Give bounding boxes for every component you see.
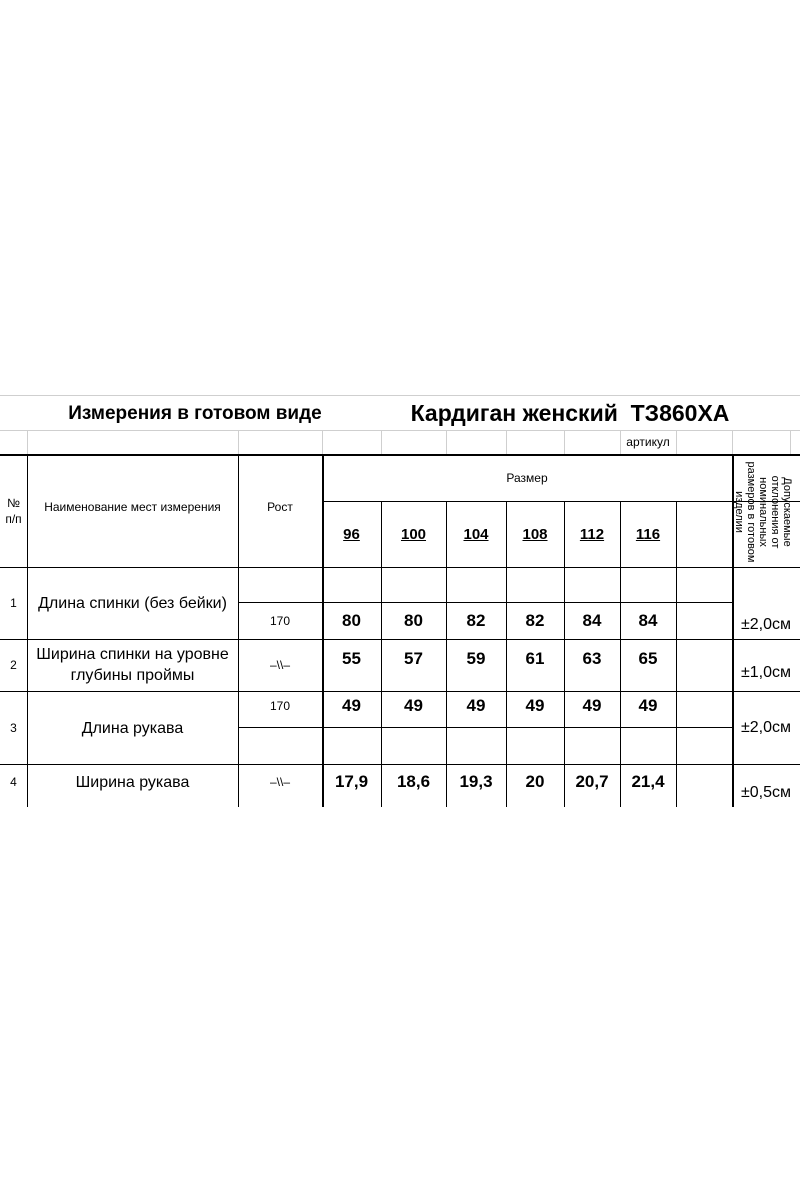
size-header: 96 bbox=[343, 525, 360, 543]
size-header: 100 bbox=[400, 525, 427, 543]
size-header: 108 bbox=[522, 525, 548, 543]
grid-line bbox=[732, 567, 800, 568]
grid-line bbox=[238, 727, 732, 728]
value-cell: 57 bbox=[404, 649, 423, 668]
value-cell: 61 bbox=[525, 649, 545, 668]
value-cell: 49 bbox=[404, 696, 423, 715]
value-cell: 21,4 bbox=[631, 772, 665, 791]
grid-line bbox=[732, 430, 733, 454]
value-cell: 55 bbox=[342, 649, 361, 668]
row-number: 2 bbox=[10, 658, 17, 672]
row-height: 170 bbox=[269, 613, 291, 628]
column-name-header: Наименование мест измерения bbox=[44, 499, 221, 514]
size-header: 112 bbox=[579, 525, 605, 543]
row-height: –\\– bbox=[269, 775, 290, 789]
value-cell: 17,9 bbox=[334, 772, 369, 791]
grid-line bbox=[27, 430, 28, 454]
value-cell: 49 bbox=[525, 696, 545, 715]
value-cell: 59 bbox=[466, 649, 486, 668]
value-cell: 84 bbox=[638, 610, 658, 630]
value-cell: 80 bbox=[404, 610, 423, 630]
tolerance-cell: ±0,5см bbox=[740, 783, 792, 801]
value-cell: 19,3 bbox=[459, 772, 493, 791]
grid-line bbox=[676, 501, 677, 807]
value-cell: 65 bbox=[638, 649, 658, 668]
measurement-table bbox=[0, 393, 800, 807]
size-header: 116 bbox=[635, 525, 661, 543]
value-cell: 63 bbox=[582, 649, 602, 668]
column-number-header: № п/п bbox=[5, 495, 22, 526]
value-cell: 20,7 bbox=[575, 772, 609, 791]
row-name: Ширина рукава bbox=[75, 773, 190, 791]
column-size-group-header: Размер bbox=[506, 470, 548, 485]
product-title: Кардиган женский ТЗ860ХА bbox=[410, 399, 730, 426]
grid-line bbox=[322, 430, 323, 454]
value-cell: 20 bbox=[525, 772, 545, 791]
row-name: Длина рукава bbox=[81, 720, 184, 737]
size-header: 104 bbox=[463, 525, 489, 543]
grid-line bbox=[564, 430, 565, 454]
row-height: –\\– bbox=[269, 658, 290, 672]
row-height: 170 bbox=[269, 699, 291, 713]
article-label: артикул bbox=[626, 435, 670, 449]
value-cell: 49 bbox=[342, 696, 361, 715]
grid-line bbox=[790, 430, 791, 454]
value-cell: 18,6 bbox=[396, 772, 431, 791]
row-name: Длина спинки (без бейки) bbox=[38, 594, 227, 612]
value-cell: 80 bbox=[342, 610, 361, 630]
value-cell: 82 bbox=[525, 610, 545, 630]
row-number: 4 bbox=[10, 775, 17, 789]
page-title: Измерения в готовом виде bbox=[68, 403, 322, 424]
value-cell: 49 bbox=[638, 696, 658, 715]
grid-line bbox=[506, 430, 507, 454]
grid-line bbox=[238, 430, 239, 454]
value-cell: 49 bbox=[466, 696, 486, 715]
row-name: Ширина спинки на уровне глубины проймы bbox=[36, 646, 229, 684]
value-cell: 84 bbox=[582, 610, 602, 630]
grid-line bbox=[446, 430, 447, 454]
value-cell: 49 bbox=[582, 696, 602, 715]
value-cell: 82 bbox=[466, 610, 486, 630]
tolerance-cell: ±2,0см bbox=[740, 718, 792, 736]
row-number: 3 bbox=[10, 720, 17, 735]
grid-line bbox=[381, 430, 382, 454]
column-tolerance-header: Допускаемые отклонения от номинальных размеров в готовом изделии bbox=[733, 461, 793, 563]
row-number: 1 bbox=[10, 596, 17, 610]
tolerance-cell: ±1,0см bbox=[740, 664, 792, 681]
grid-line bbox=[676, 430, 677, 454]
tolerance-cell: ±2,0см bbox=[740, 616, 792, 633]
column-height-header: Рост bbox=[267, 499, 293, 514]
